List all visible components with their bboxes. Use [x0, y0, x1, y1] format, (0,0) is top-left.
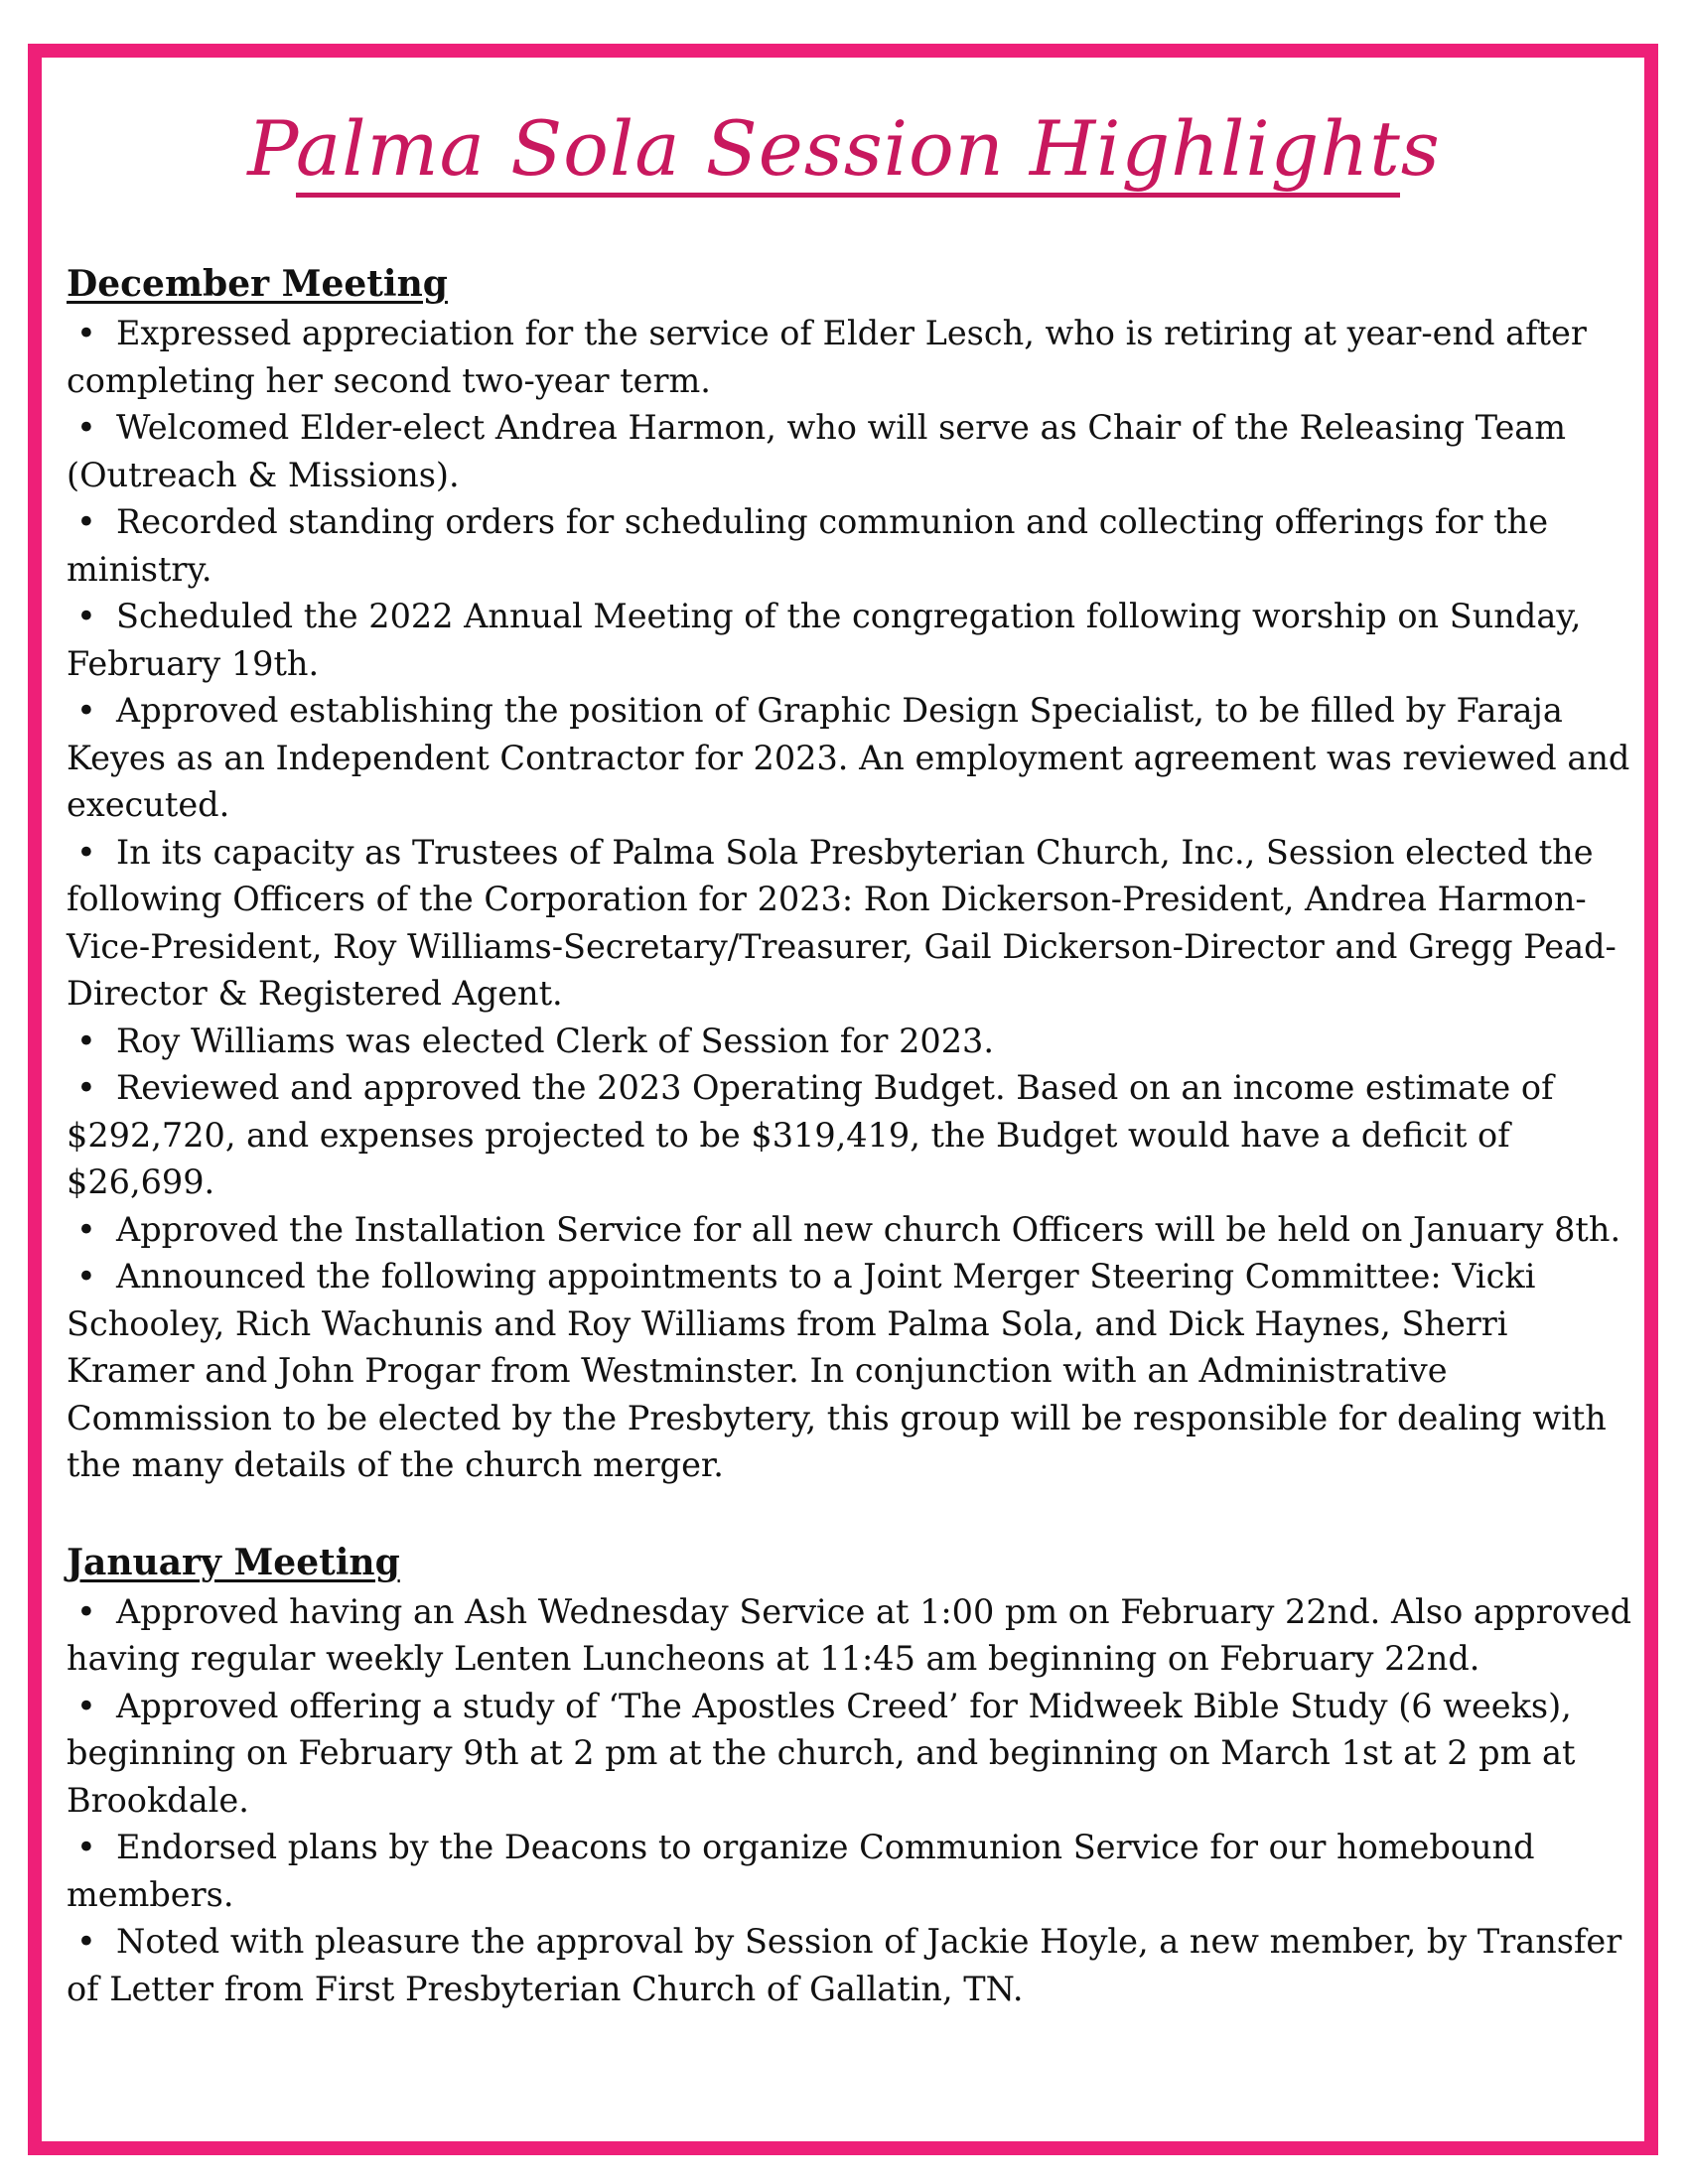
list-item — [67, 1253, 1635, 1489]
list-item — [67, 687, 1635, 829]
list-item — [67, 498, 1635, 593]
list-item — [67, 1824, 1635, 1918]
bullet-icon: • — [76, 597, 96, 635]
list-item-text: Scheduled the 2022 Annual Meeting of the congregation following worship on Sunday, February 19th. — [67, 597, 1582, 683]
list-item-text: Approved establishing the position of Graphic Design Specialist, to be filled by Faraja Keyes as an Independent Contractor for 2023. An employment agreement was reviewed and executed. — [67, 691, 1630, 824]
bullet-icon: • — [76, 1591, 96, 1631]
page-title: Palma Sola Session Highlights — [247, 104, 1441, 193]
bullet-icon: • — [76, 314, 96, 352]
bullet-icon: • — [76, 1021, 96, 1060]
list-item — [67, 1918, 1635, 2012]
list-item-text: Welcomed Elder-elect Andrea Harmon, who will serve as Chair of the Releasing Team (Outreach & Missions). — [67, 408, 1567, 494]
list-item-text: Endorsed plans by the Deacons to organize Communion Service for our homebound members. — [67, 1828, 1535, 1914]
bullet-icon: • — [76, 1068, 96, 1107]
list-item — [67, 1588, 1635, 1683]
list-item-text: Approved offering a study of ‘The Apostles Creed’ for Midweek Bible Study (6 weeks), beginning on February 9th at 2 pm at the church, and beginning on March 1st at 2 pm at Brookdale. — [67, 1686, 1576, 1820]
list-item-text: Expressed appreciation for the service of Elder Lesch, who is retiring at year-end after completing her second two-year term. — [67, 314, 1587, 400]
bullet-icon: • — [76, 1257, 96, 1296]
list-item-text: Noted with pleasure the approval by Session of Jackie Hoyle, a new member, by Transfer of Letter from First Presbyterian Church of Gallatin, TN. — [67, 1922, 1622, 2008]
list-item-text: In its capacity as Trustees of Palma Sola Presbyterian Church, Inc., Session elected the following Officers of the Corporation for 2023: Ron Dickerson-President, Andrea Harmon-Vice-President, Roy Williams-Secretary/Treasurer, Gail Dickerson-Director and Gregg Pead-Director & Registered Agent. — [67, 832, 1617, 1013]
section-december — [67, 258, 1635, 1489]
section-spacer — [67, 1489, 1635, 1537]
newsletter-body — [67, 258, 1635, 2012]
list-item-text: Announced the following appointments to a Joint Merger Steering Committee: Vicki Schooley, Rich Wachunis and Roy Williams from Palma Sola, and Dick Haynes, Sherri Kramer and John Progar from Westminster. In conjunction with an Administrative Commission to be elected by the Presbytery, this group will be responsible for dealing with the many details of the church merger. — [67, 1257, 1607, 1484]
list-item — [67, 1683, 1635, 1825]
list-item — [67, 593, 1635, 687]
list-item-text: Roy Williams was elected Clerk of Session for 2023. — [116, 1021, 994, 1060]
title-underline — [296, 193, 1400, 198]
section-heading: January Meeting — [67, 1541, 400, 1583]
list-item-text: Approved the Installation Service for all new church Officers will be held on January 8th. — [116, 1209, 1621, 1249]
section-heading: December Meeting — [67, 263, 448, 305]
list-item — [67, 310, 1635, 404]
list-item — [67, 1206, 1635, 1254]
list-item-text: Recorded standing orders for scheduling communion and collecting offerings for the ministry. — [67, 502, 1549, 589]
list-item — [67, 1018, 1635, 1065]
bullet-icon: • — [76, 691, 96, 730]
bullet-icon: • — [76, 1686, 96, 1725]
bullet-icon: • — [76, 1209, 96, 1249]
bullet-icon: • — [76, 408, 96, 447]
list-item-text: Reviewed and approved the 2023 Operating Budget. Based on an income estimate of $292,720, and expenses projected to be $319,419, the Budget would have a deficit of $26,699. — [67, 1068, 1554, 1201]
list-item — [67, 1064, 1635, 1206]
bullet-icon: • — [76, 1922, 96, 1961]
bullet-icon: • — [76, 832, 96, 872]
bullet-icon: • — [76, 1828, 96, 1866]
bullet-icon: • — [76, 502, 96, 541]
list-item — [67, 404, 1635, 498]
list-item — [67, 829, 1635, 1018]
section-january — [67, 1537, 1635, 2013]
list-item-text: Approved having an Ash Wednesday Service at 1:00 pm on February 22nd. Also approved having regular weekly Lenten Luncheons at 11:45 am beginning on February 22nd. — [67, 1591, 1632, 1678]
